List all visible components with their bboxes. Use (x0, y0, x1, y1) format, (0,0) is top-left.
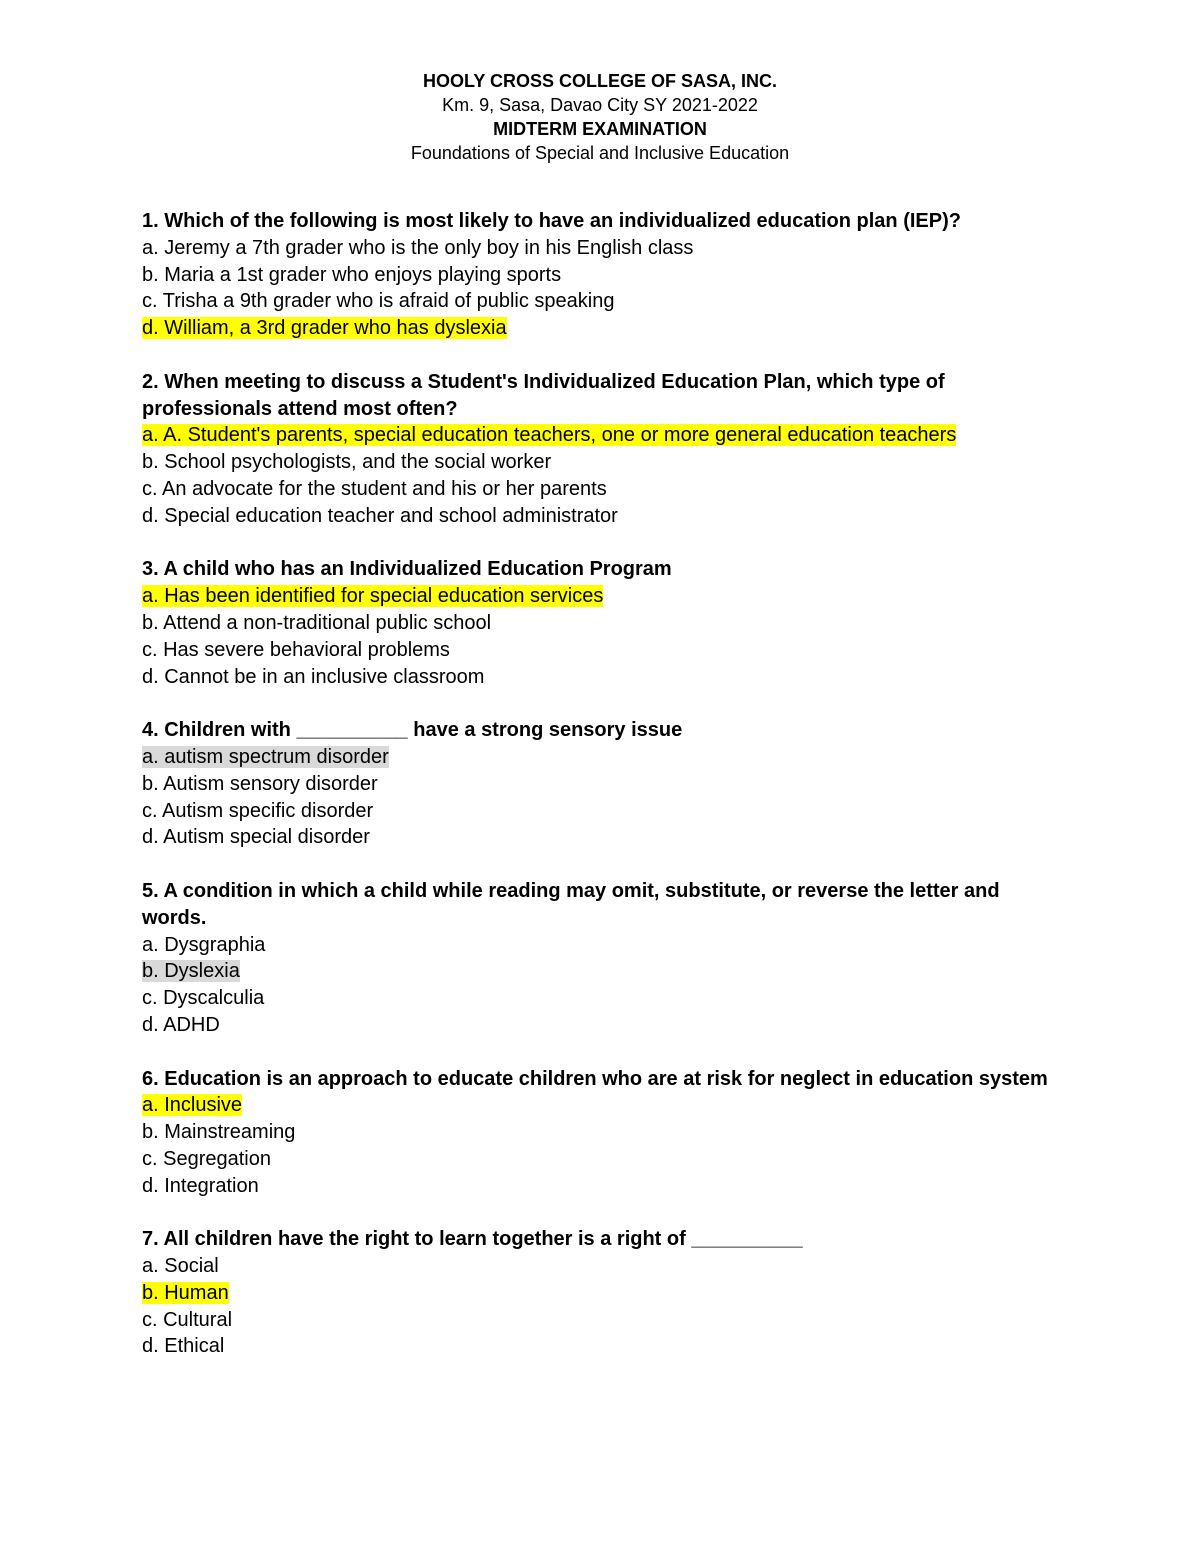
answer-option (142, 315, 1062, 342)
subject-title: Foundations of Special and Inclusive Education (410, 143, 790, 163)
answer-option-text: d. ADHD (142, 1013, 220, 1036)
answer-option (142, 1307, 1062, 1334)
answer-option (142, 235, 1062, 262)
answer-option (142, 932, 1062, 959)
question-block (142, 208, 1062, 342)
document-header (0, 69, 1200, 165)
answer-option-text: a. Inclusive (142, 1094, 243, 1117)
answer-option-text: c. Autism specific disorder (142, 799, 374, 822)
question-block (142, 1066, 1062, 1200)
answer-option (142, 1119, 1062, 1146)
answer-option-text: a. Dysgraphia (142, 933, 266, 956)
answer-option-text: c. Dyscalculia (142, 987, 265, 1010)
answer-option-text: c. An advocate for the student and his or her parents (142, 477, 607, 500)
question-text: 6. Education is an approach to educate children who are at risk for neglect in education system (142, 1067, 1048, 1090)
answer-option (142, 1012, 1062, 1039)
answer-option (142, 771, 1062, 798)
answer-option (142, 1092, 1062, 1119)
answer-option-text: b. Attend a non-traditional public school (142, 611, 492, 634)
answer-option (142, 1333, 1062, 1360)
answer-option (142, 958, 1062, 985)
answer-option-text: b. Human (142, 1281, 229, 1304)
answer-option-text: d. Autism special disorder (142, 826, 370, 849)
answer-option (142, 985, 1062, 1012)
answer-option-text: d. Cannot be in an inclusive classroom (142, 665, 485, 688)
answer-option (142, 798, 1062, 825)
answer-option-text: a. Has been identified for special education services (142, 585, 604, 608)
answer-option (142, 583, 1062, 610)
answer-option-text: a. autism spectrum disorder (142, 745, 389, 768)
answer-option (142, 1253, 1062, 1280)
answer-option-text: a. A. Student's parents, special education teachers, one or more general education teachers (142, 424, 957, 447)
answer-option (142, 1146, 1062, 1173)
question-text: 3. A child who has an Individualized Education Program (142, 558, 672, 581)
answer-option (142, 1280, 1062, 1307)
question-text: 1. Which of the following is most likely to have an individualized education plan (IEP)? (142, 210, 961, 232)
answer-option (142, 503, 1062, 530)
answer-option-text: d. Ethical (142, 1335, 225, 1358)
answer-option-text: c. Trisha a 9th grader who is afraid of public speaking (142, 290, 615, 313)
answer-option-text: c. Cultural (142, 1308, 233, 1331)
answer-option-text: b. Dyslexia (142, 960, 240, 983)
exam-title: MIDTERM EXAMINATION (493, 119, 707, 139)
question-list (142, 208, 1062, 1387)
answer-option (142, 262, 1062, 289)
answer-option-text: b. Autism sensory disorder (142, 772, 378, 795)
answer-option (142, 744, 1062, 771)
question-block (142, 556, 1062, 690)
question-block (142, 369, 1062, 530)
answer-option (142, 1173, 1062, 1200)
answer-option-text: d. Integration (142, 1174, 259, 1197)
answer-option (142, 637, 1062, 664)
answer-option (142, 422, 1062, 449)
school-name: HOOLY CROSS COLLEGE OF SASA, INC. (422, 71, 778, 91)
answer-option-text: a. Jeremy a 7th grader who is the only boy in his English class (142, 236, 694, 259)
question-text: 7. All children have the right to learn together is a right of __________ (142, 1228, 803, 1251)
question-text: 4. Children with __________ have a strong sensory issue (142, 719, 683, 742)
answer-option-text: c. Has severe behavioral problems (142, 638, 450, 661)
answer-option-text: a. Social (142, 1255, 219, 1278)
answer-option (142, 449, 1062, 476)
answer-option-text: d. William, a 3rd grader who has dyslexia (142, 317, 507, 340)
question-text: 5. A condition in which a child while reading may omit, substitute, or reverse the letter and words. (142, 879, 1000, 929)
answer-option-text: d. Special education teacher and school administrator (142, 504, 618, 527)
answer-option (142, 824, 1062, 851)
question-text: 2. When meeting to discuss a Student's Individualized Education Plan, which type of professionals attend most often? (142, 370, 945, 420)
question-block (142, 878, 1062, 1039)
answer-option-text: b. Mainstreaming (142, 1121, 296, 1144)
answer-option (142, 610, 1062, 637)
answer-option-text: b. School psychologists, and the social worker (142, 451, 552, 474)
answer-option (142, 476, 1062, 503)
answer-option-text: c. Segregation (142, 1147, 271, 1170)
school-address: Km. 9, Sasa, Davao City SY 2021-2022 (442, 95, 758, 115)
question-block (142, 717, 1062, 851)
answer-option-text: b. Maria a 1st grader who enjoys playing sports (142, 263, 562, 286)
question-block (142, 1226, 1062, 1360)
answer-option (142, 664, 1062, 691)
answer-option (142, 288, 1062, 315)
